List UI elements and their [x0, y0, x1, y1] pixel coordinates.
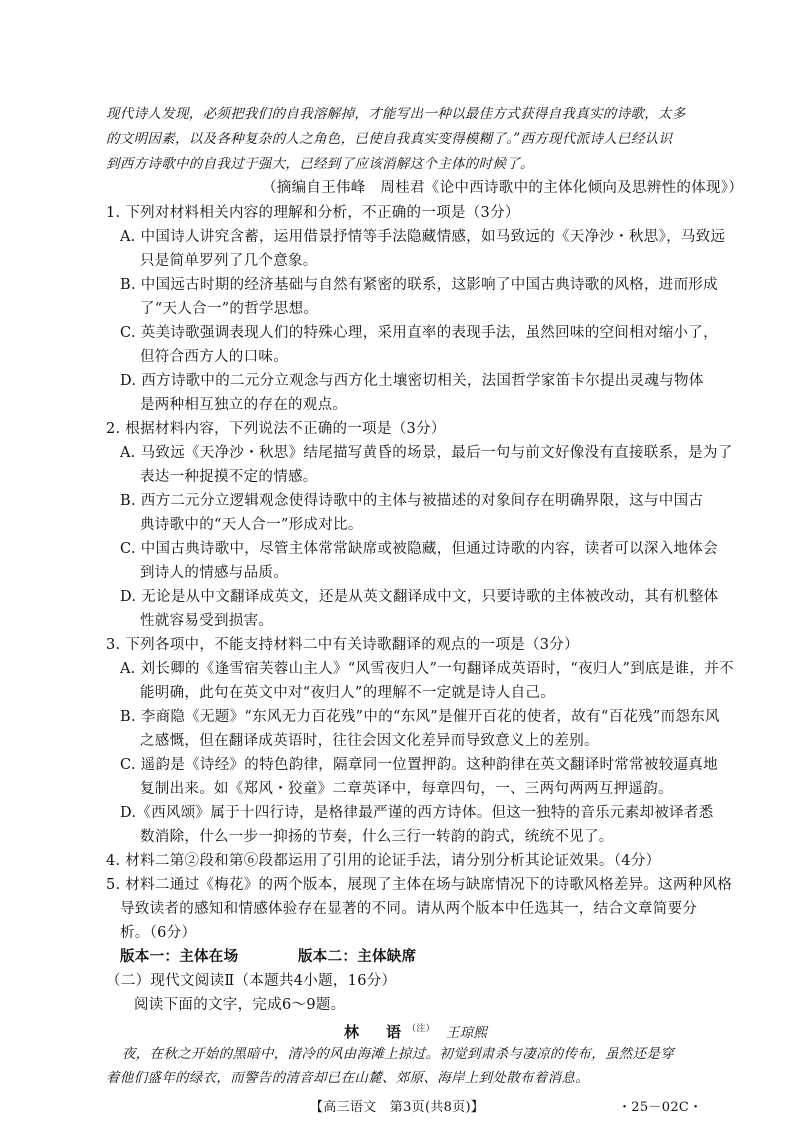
- q3-option-d: D.《西风颂》属于十四行诗，是格律最严谨的西方诗体。但这一独特的音乐元素却被译者悉: [120, 805, 714, 821]
- version-two-label: 版本二：主体缺席: [298, 948, 417, 965]
- q1-option-d: D. 西方诗歌中的二元分立观念与西方化土壤密切相关，法国哲学家笛卡尔提出灵魂与物体: [120, 373, 704, 389]
- q2-option-b: B. 西方二元分立逻辑观念使得诗歌中的主体与被描述的对象间存在明确界限，这与中国古: [120, 493, 704, 509]
- q2-option-a-cont: 表达一种捉摸不定的情感。: [140, 469, 318, 485]
- page-footer: 【高三语文 第3页(共8页)】: [310, 1100, 485, 1115]
- q3-option-c-cont: 复制出来。如《郑风・狡童》二章英译中，每章四句，一、三两句两两互押遥韵。: [140, 781, 673, 797]
- q2-option-c: C. 中国古典诗歌中，尽管主体常常缺席或被隐藏，但通过诗歌的内容，读者可以深入地体会: [120, 541, 718, 557]
- q3-option-a: A. 刘长卿的《逢雪宿芙蓉山主人》“风雪夜归人”一句翻译成英语时，“夜归人”到底是谁，并不: [120, 661, 734, 677]
- q1-option-c-cont: 但符合西方人的口味。: [140, 349, 288, 365]
- q1-option-b: B. 中国远古时期的经济基础与自然有紧密的联系，这影响了中国古典诗歌的风格，进而形成: [120, 277, 718, 293]
- q3-stem: 3. 下列各项中，不能支持材料二中有关诗歌翻译的观点的一项是（3分）: [106, 637, 579, 653]
- version-one-label: 版本一：主体在场: [120, 948, 239, 965]
- q3-option-b-cont: 之感慨，但在翻译成英语时，往往会因文化差异而导致意义上的差别。: [140, 733, 599, 749]
- q1-option-b-cont: 了“天人合一”的哲学思想。: [140, 301, 319, 317]
- q3-option-d-cont: 数消除，什么一步一抑扬的节奏，什么三行一转韵的韵式，统统不见了。: [140, 829, 614, 845]
- passage-line-1: 夜，在秋之开始的黑暗中，清冷的风由海滩上掠过。初觉到肃杀与凄凉的传布，虽然还是穿: [122, 1046, 674, 1062]
- q2-option-b-cont: 典诗歌中的“天人合一”形成对比。: [140, 517, 363, 533]
- q2-option-d: D. 无论是从中文翻译成英文，还是从英文翻译成中文，只要诗歌的主体被改动，其有机整体: [120, 589, 719, 605]
- section-header: （二）现代文阅读Ⅱ（本题共4小题，16分）: [106, 973, 397, 989]
- q1-option-c: C. 英美诗歌强调表现人们的特殊心理，采用直率的表现手法，虽然回味的空间相对缩小了，: [120, 325, 718, 341]
- intro-line-3: 到西方诗歌中的自我过于强大，已经到了应该消解这个主体的时候了。: [106, 156, 534, 172]
- source-citation: （摘编自王伟峰 周桂君《论中西诗歌中的主体化倾向及思辨性的体现》）: [262, 180, 744, 196]
- q1-option-a-cont: 只是简单罗列了几个意象。: [140, 253, 318, 269]
- q1-option-a: A. 中国诗人讲究含蓄，运用借景抒情等手法隐藏情感，如马致远的《天净沙・秋思》，马致远: [120, 229, 726, 245]
- q2-option-a: A. 马致远《天净沙・秋思》结尾描写黄昏的场景，最后一句与前文好像没有直接联系，是为了: [120, 445, 733, 461]
- q4-stem: 4. 材料二第②段和第⑥段都运用了引用的论证手法，请分别分析其论证效果。（4分）: [106, 853, 661, 869]
- passage-author: 王琼熙: [445, 1024, 488, 1041]
- q5-stem-cont-1: 导致读者的感知和情感体验存在显著的不同。请从两个版本中任选其一，结合文章简要分: [120, 901, 698, 917]
- q3-option-b: B. 李商隐《无题》“东风无力百花残”中的“东风”是催开百花的使者，故有“百花残”而怨东风: [120, 709, 720, 725]
- passage-title-note: （注）: [407, 1024, 435, 1034]
- q3-option-a-cont: 能明确，此句在英文中对“夜归人”的理解不一定就是诗人自己。: [140, 685, 556, 701]
- passage-title: 林 语: [344, 1022, 408, 1041]
- intro-line-2: 的文明因素，以及各种复杂的人之角色，已使自我真实变得模糊了。”西方现代派诗人已经认识: [106, 131, 673, 147]
- passage-line-2: 着他们盛年的绿衣，而警告的清音却已在山麓、郊原、海岸上到处散布着消息。: [106, 1070, 589, 1086]
- q2-option-d-cont: 性就容易受到损害。: [140, 613, 274, 629]
- intro-line-1: 现代诗人发现，必须把我们的自我溶解掉，才能写出一种以最佳方式获得自我真实的诗歌，太多: [106, 106, 686, 122]
- q2-stem: 2. 根据材料内容，下列说法不正确的一项是（3分）: [106, 421, 446, 437]
- q5-stem-cont-2: 析。（6分）: [120, 925, 197, 941]
- q1-stem: 1. 下列对材料相关内容的理解和分析，不正确的一项是（3分）: [106, 205, 520, 221]
- exam-code: ・25－02C・: [618, 1100, 703, 1115]
- q2-option-c-cont: 到诗人的情感与品质。: [140, 565, 288, 581]
- section-instruction: 阅读下面的文字，完成6～9题。: [134, 997, 346, 1013]
- q5-stem: 5. 材料二通过《梅花》的两个版本，展现了主体在场与缺席情况下的诗歌风格差异。这两种风格: [106, 877, 733, 893]
- q1-option-d-cont: 是两种相互独立的存在的观点。: [140, 397, 348, 413]
- passage-title-row: [344, 1019, 487, 1043]
- q3-option-c: C. 遥韵是《诗经》的特色韵律，隔章同一位置押韵。这种韵律在英文翻译时常常被较逼真地: [120, 757, 718, 773]
